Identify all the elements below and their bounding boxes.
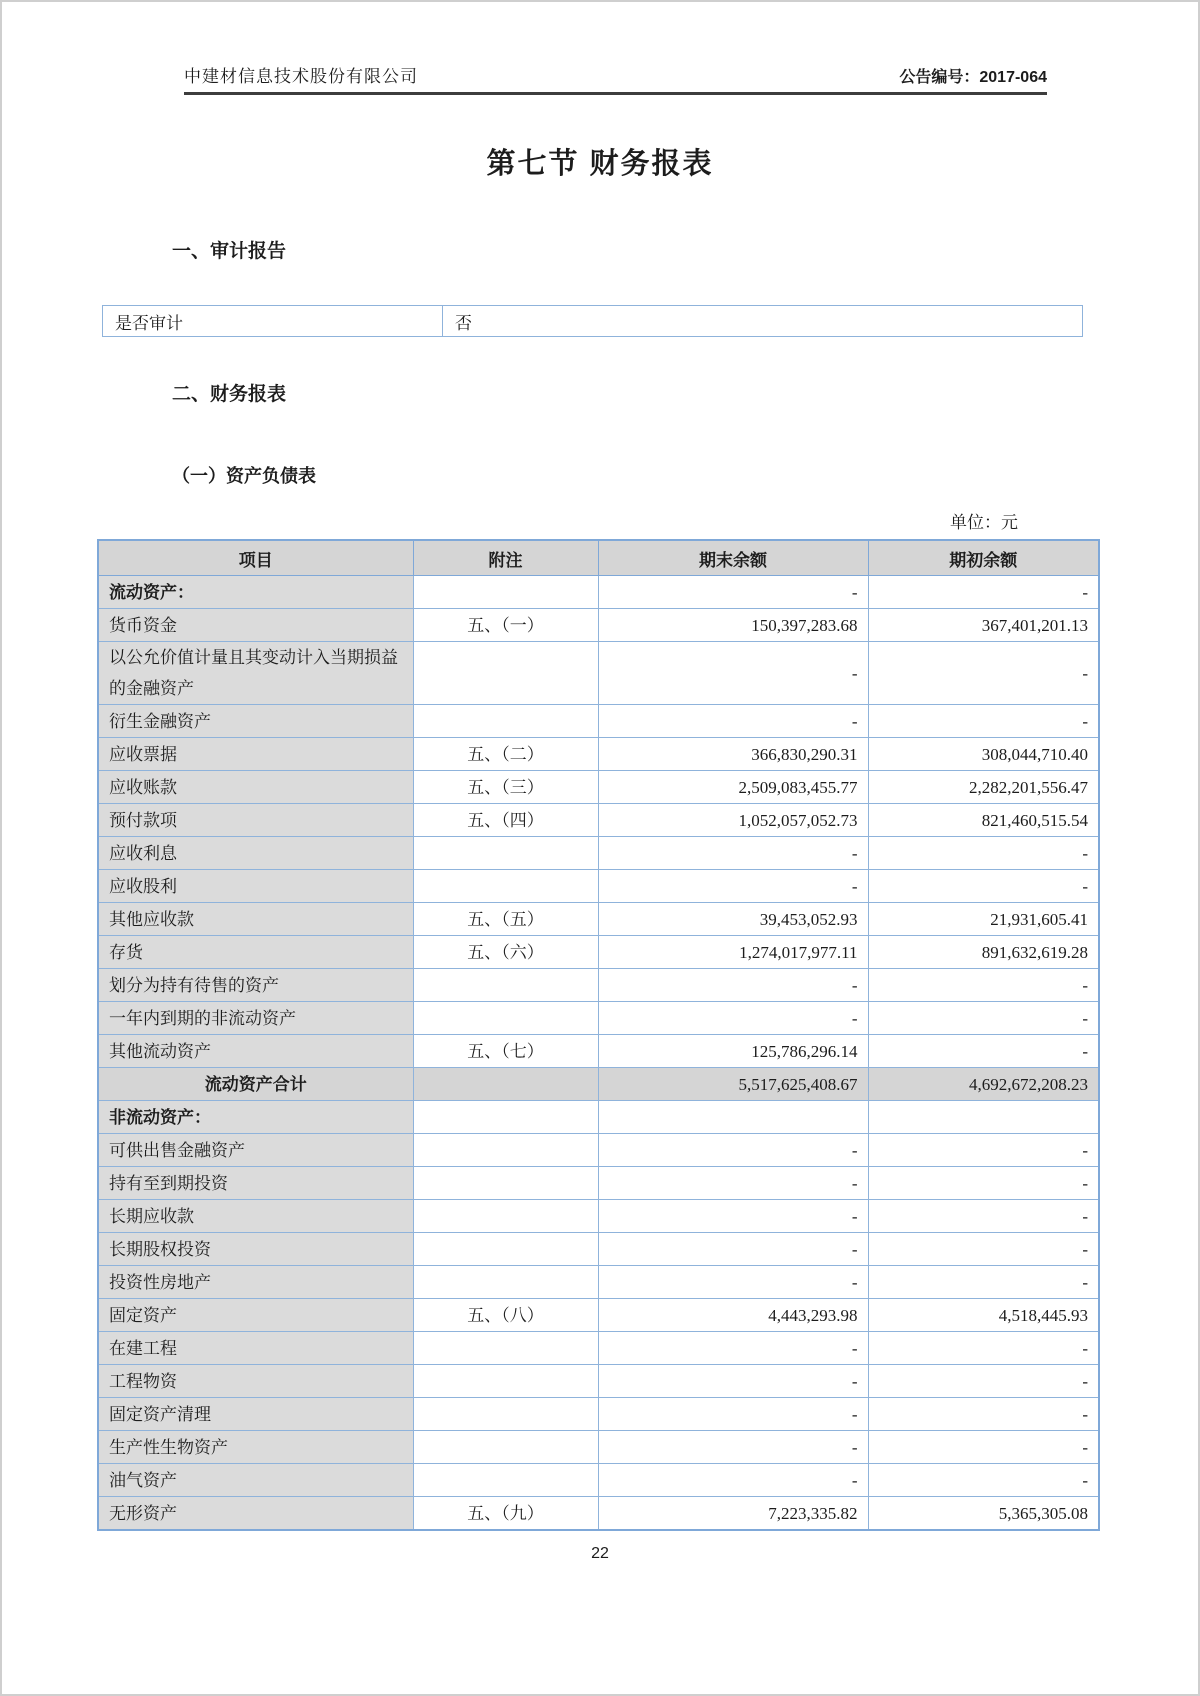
item-cell: 流动资产合计 — [98, 1068, 413, 1101]
item-cell: 其他应收款 — [98, 903, 413, 936]
begin-balance-cell: - — [868, 870, 1099, 903]
column-header-1: 附注 — [413, 540, 598, 576]
table-row — [98, 1068, 1099, 1101]
begin-balance-cell: - — [868, 705, 1099, 738]
begin-balance-cell: 367,401,201.13 — [868, 609, 1099, 642]
table-row — [98, 1299, 1099, 1332]
end-balance-cell: - — [598, 642, 868, 705]
table-row — [98, 870, 1099, 903]
end-balance-cell: 5,517,625,408.67 — [598, 1068, 868, 1101]
note-cell — [413, 1002, 598, 1035]
table-row — [98, 1398, 1099, 1431]
item-cell: 流动资产： — [98, 576, 413, 609]
begin-balance-cell: - — [868, 1035, 1099, 1068]
begin-balance-cell: 5,365,305.08 — [868, 1497, 1099, 1531]
balance-sheet-table — [97, 539, 1100, 1531]
table-row — [98, 771, 1099, 804]
begin-balance-cell: - — [868, 1398, 1099, 1431]
end-balance-cell: - — [598, 1365, 868, 1398]
table-row — [98, 969, 1099, 1002]
end-balance-cell: - — [598, 1464, 868, 1497]
end-balance-cell: - — [598, 870, 868, 903]
page-title: 第七节 财务报表 — [486, 148, 714, 180]
table-row — [98, 936, 1099, 969]
end-balance-cell: 39,453,052.93 — [598, 903, 868, 936]
note-cell — [413, 1398, 598, 1431]
end-balance-cell: - — [598, 1167, 868, 1200]
table-row — [98, 1200, 1099, 1233]
note-cell: 五、（三） — [413, 771, 598, 804]
end-balance-cell: 366,830,290.31 — [598, 738, 868, 771]
end-balance-cell: 4,443,293.98 — [598, 1299, 868, 1332]
table-row — [98, 642, 1099, 705]
table-row — [98, 576, 1099, 609]
unit-note: 单位：元 — [950, 513, 1018, 532]
item-cell: 油气资产 — [98, 1464, 413, 1497]
table-row — [98, 1365, 1099, 1398]
begin-balance-cell: - — [868, 1332, 1099, 1365]
note-cell: 五、（九） — [413, 1497, 598, 1531]
audit-value-cell: 否 — [443, 306, 1083, 337]
column-header-2: 期末余额 — [598, 540, 868, 576]
begin-balance-cell: - — [868, 1431, 1099, 1464]
item-cell: 存货 — [98, 936, 413, 969]
begin-balance-cell: - — [868, 1002, 1099, 1035]
end-balance-cell: - — [598, 969, 868, 1002]
audit-table-row — [103, 306, 1083, 337]
column-header-0: 项目 — [98, 540, 413, 576]
table-row — [98, 1167, 1099, 1200]
item-cell: 长期股权投资 — [98, 1233, 413, 1266]
balance-sheet-heading: （一）资产负债表 — [172, 466, 316, 486]
begin-balance-cell: 821,460,515.54 — [868, 804, 1099, 837]
item-cell: 固定资产清理 — [98, 1398, 413, 1431]
end-balance-cell: - — [598, 705, 868, 738]
note-cell: 五、（一） — [413, 609, 598, 642]
begin-balance-cell: 2,282,201,556.47 — [868, 771, 1099, 804]
item-cell: 非流动资产： — [98, 1101, 413, 1134]
note-cell — [413, 837, 598, 870]
item-cell: 持有至到期投资 — [98, 1167, 413, 1200]
item-cell: 应收股利 — [98, 870, 413, 903]
begin-balance-cell: - — [868, 969, 1099, 1002]
item-cell: 预付款项 — [98, 804, 413, 837]
table-row — [98, 804, 1099, 837]
note-cell — [413, 576, 598, 609]
company-name: 中建材信息技术股份有限公司 — [184, 67, 418, 86]
audit-table — [102, 305, 1083, 337]
item-cell: 可供出售金融资产 — [98, 1134, 413, 1167]
balance-sheet-header-row — [98, 540, 1099, 576]
begin-balance-cell: - — [868, 1464, 1099, 1497]
end-balance-cell: - — [598, 1233, 868, 1266]
begin-balance-cell: - — [868, 576, 1099, 609]
table-row — [98, 1035, 1099, 1068]
end-balance-cell: - — [598, 837, 868, 870]
note-cell — [413, 1167, 598, 1200]
begin-balance-cell: 891,632,619.28 — [868, 936, 1099, 969]
begin-balance-cell: - — [868, 1233, 1099, 1266]
note-cell — [413, 642, 598, 705]
end-balance-cell: - — [598, 1002, 868, 1035]
table-row — [98, 705, 1099, 738]
end-balance-cell: 2,509,083,455.77 — [598, 771, 868, 804]
page-number: 22 — [591, 1545, 609, 1562]
item-cell: 工程物资 — [98, 1365, 413, 1398]
item-cell: 应收账款 — [98, 771, 413, 804]
item-cell: 投资性房地产 — [98, 1266, 413, 1299]
begin-balance-cell: 308,044,710.40 — [868, 738, 1099, 771]
balance-sheet-body — [98, 576, 1099, 1531]
note-cell: 五、（二） — [413, 738, 598, 771]
table-row — [98, 1101, 1099, 1134]
note-cell — [413, 705, 598, 738]
note-cell — [413, 1365, 598, 1398]
end-balance-cell: 7,223,335.82 — [598, 1497, 868, 1531]
item-cell: 无形资产 — [98, 1497, 413, 1531]
begin-balance-cell: - — [868, 642, 1099, 705]
table-row — [98, 1134, 1099, 1167]
table-row — [98, 1464, 1099, 1497]
note-cell — [413, 1332, 598, 1365]
end-balance-cell: 1,052,057,052.73 — [598, 804, 868, 837]
item-cell: 长期应收款 — [98, 1200, 413, 1233]
table-row — [98, 837, 1099, 870]
end-balance-cell — [598, 1101, 868, 1134]
item-cell: 在建工程 — [98, 1332, 413, 1365]
table-row — [98, 738, 1099, 771]
end-balance-cell: - — [598, 1134, 868, 1167]
end-balance-cell: - — [598, 1398, 868, 1431]
begin-balance-cell: 4,692,672,208.23 — [868, 1068, 1099, 1101]
note-cell — [413, 1431, 598, 1464]
column-header-3: 期初余额 — [868, 540, 1099, 576]
item-cell: 固定资产 — [98, 1299, 413, 1332]
end-balance-cell: 125,786,296.14 — [598, 1035, 868, 1068]
end-balance-cell: - — [598, 1332, 868, 1365]
begin-balance-cell: - — [868, 1200, 1099, 1233]
note-cell — [413, 969, 598, 1002]
note-cell: 五、（四） — [413, 804, 598, 837]
begin-balance-cell: - — [868, 837, 1099, 870]
note-cell — [413, 870, 598, 903]
table-row — [98, 1266, 1099, 1299]
begin-balance-cell: - — [868, 1167, 1099, 1200]
begin-balance-cell — [868, 1101, 1099, 1134]
begin-balance-cell: 4,518,445.93 — [868, 1299, 1099, 1332]
end-balance-cell: - — [598, 576, 868, 609]
note-cell: 五、（八） — [413, 1299, 598, 1332]
document-header — [184, 62, 1047, 95]
end-balance-cell: 150,397,283.68 — [598, 609, 868, 642]
note-cell — [413, 1266, 598, 1299]
audit-label-cell: 是否审计 — [103, 306, 443, 337]
note-cell — [413, 1134, 598, 1167]
end-balance-cell: - — [598, 1266, 868, 1299]
item-cell: 一年内到期的非流动资产 — [98, 1002, 413, 1035]
end-balance-cell: 1,274,017,977.11 — [598, 936, 868, 969]
note-cell: 五、（七） — [413, 1035, 598, 1068]
table-row — [98, 1497, 1099, 1531]
begin-balance-cell: - — [868, 1134, 1099, 1167]
table-row — [98, 1002, 1099, 1035]
note-cell: 五、（六） — [413, 936, 598, 969]
note-cell — [413, 1101, 598, 1134]
item-cell: 货币资金 — [98, 609, 413, 642]
table-row — [98, 1233, 1099, 1266]
note-cell — [413, 1233, 598, 1266]
item-cell: 应收利息 — [98, 837, 413, 870]
item-cell: 划分为持有待售的资产 — [98, 969, 413, 1002]
note-cell — [413, 1068, 598, 1101]
table-row — [98, 903, 1099, 936]
item-cell: 生产性生物资产 — [98, 1431, 413, 1464]
begin-balance-cell: - — [868, 1365, 1099, 1398]
financial-statements-heading: 二、财务报表 — [172, 384, 287, 405]
note-cell: 五、（五） — [413, 903, 598, 936]
end-balance-cell: - — [598, 1200, 868, 1233]
note-cell — [413, 1464, 598, 1497]
begin-balance-cell: 21,931,605.41 — [868, 903, 1099, 936]
item-cell: 衍生金融资产 — [98, 705, 413, 738]
end-balance-cell: - — [598, 1431, 868, 1464]
table-row — [98, 609, 1099, 642]
item-cell: 以公允价值计量且其变动计入当期损益的金融资产 — [98, 642, 413, 705]
table-row — [98, 1332, 1099, 1365]
audit-report-heading: 一、审计报告 — [172, 241, 287, 262]
item-cell: 其他流动资产 — [98, 1035, 413, 1068]
notice-number: 公告编号：2017-064 — [899, 69, 1047, 86]
begin-balance-cell: - — [868, 1266, 1099, 1299]
note-cell — [413, 1200, 598, 1233]
table-row — [98, 1431, 1099, 1464]
item-cell: 应收票据 — [98, 738, 413, 771]
